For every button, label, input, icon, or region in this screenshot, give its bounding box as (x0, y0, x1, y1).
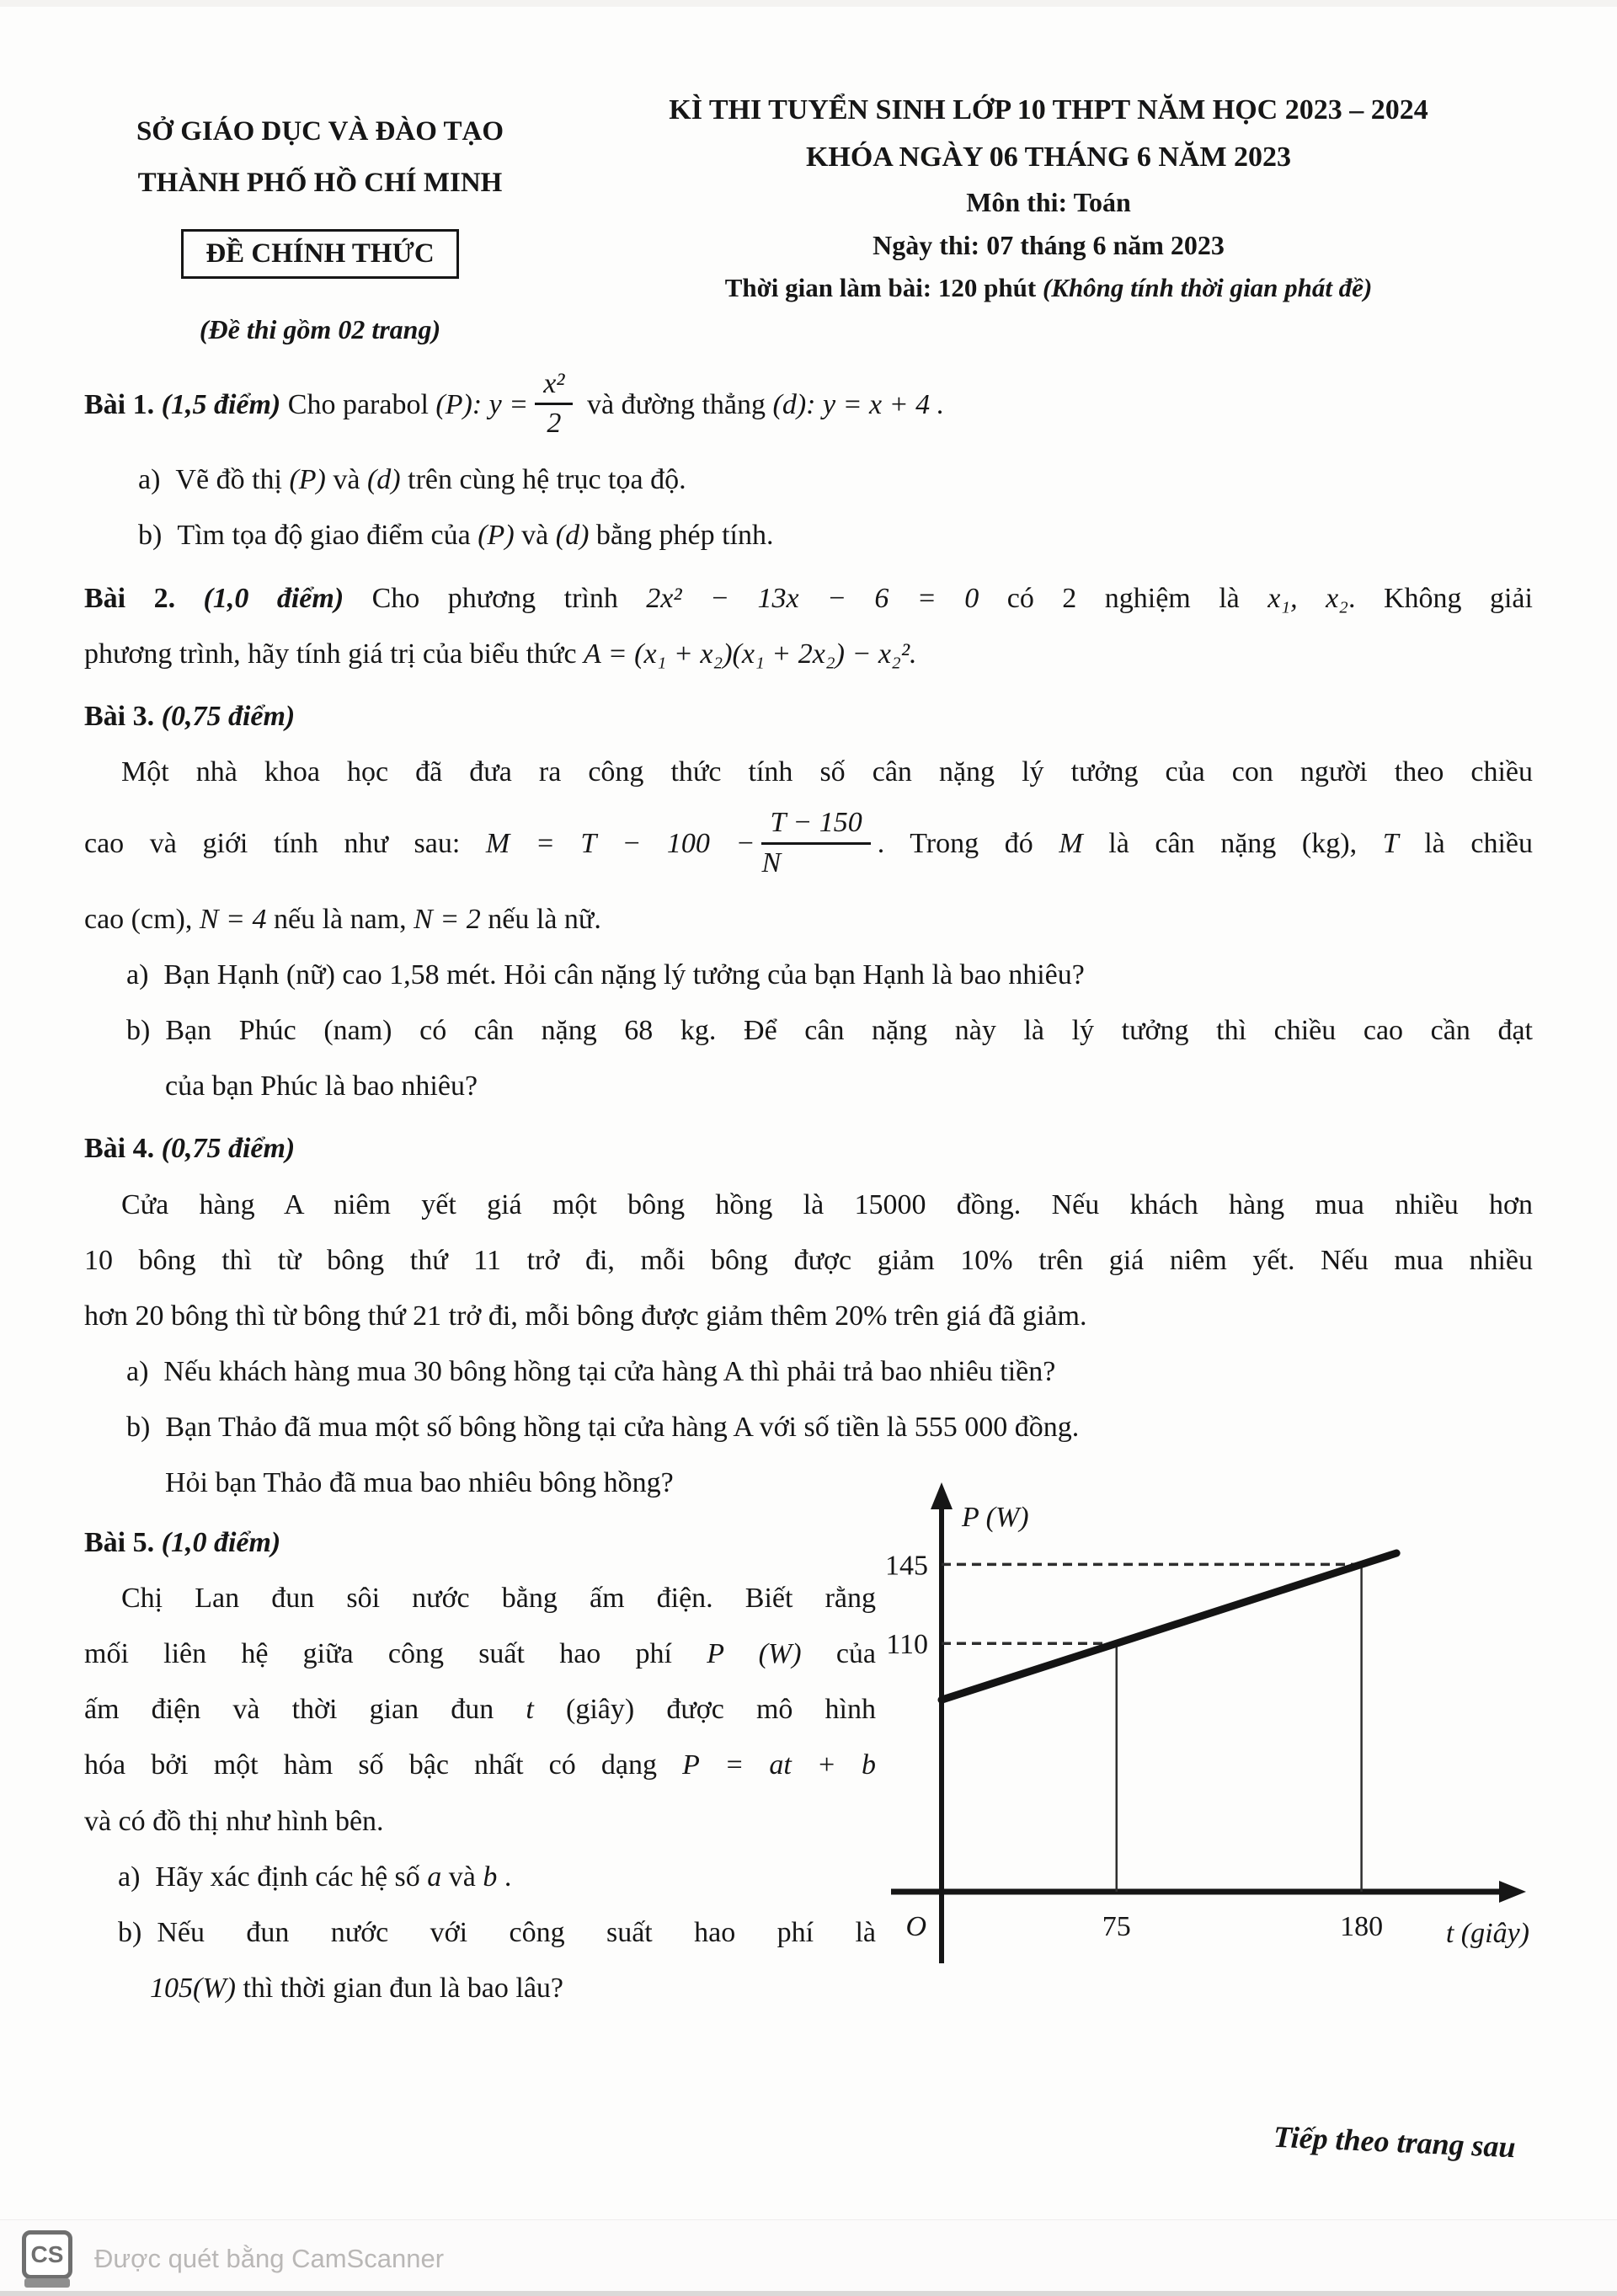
authority-line-2: THÀNH PHỐ HỒ CHÍ MINH (137, 168, 503, 199)
item-label: a) (126, 1356, 149, 1388)
problem-2-number: Bài 2. (84, 582, 176, 614)
problem-3a (84, 957, 1533, 994)
text-segment: Nếu khách hàng mua 30 bông hồng tại cửa hàng A thì phải trả bao nhiêu tiền? (163, 1356, 1056, 1388)
exam-subject: Môn thi: Toán (966, 187, 1131, 217)
page-count-note: (Đề thi gồm 02 trang) (199, 314, 441, 345)
math-segment: a (427, 1861, 442, 1893)
math-segment: N = 4 (199, 903, 267, 935)
problem-5-line-5: và có đồ thị như hình bên. (84, 1805, 384, 1837)
text-segment: và đường thẳng (579, 388, 773, 420)
problem-3-points: (0,75 điểm) (154, 701, 296, 733)
text-segment: trên cùng hệ trục tọa độ. (400, 464, 686, 496)
problem-5-figure-column (876, 1471, 1533, 2008)
y-axis-arrow-icon (931, 1482, 953, 1509)
problem-5-number: Bài 5. (84, 1526, 155, 1558)
problem-5a (84, 1859, 876, 1896)
y-axis-label: P (W) (962, 1501, 1029, 1533)
camscanner-bar (0, 2219, 1617, 2296)
problem-4-heading (84, 1130, 1533, 1167)
text-segment: cao (cm), (84, 903, 200, 935)
problem-5-line-1: Chị Lan đun sôi nước bằng ấm điện. Biết rằng (121, 1582, 876, 1614)
text-segment: phương trình, hãy tính giá trị của biểu thức (84, 638, 584, 670)
duration-text: Thời gian làm bài: 120 phút (724, 273, 1043, 302)
text-segment: . Không giải (1348, 582, 1533, 614)
math-segment: 2x² − 13x − 6 = 0 (646, 582, 979, 614)
math-segment: T (1382, 828, 1399, 860)
problem-1-points: (1,5 điểm) (154, 388, 288, 420)
problem-3-line-2 (84, 809, 1533, 882)
exam-day: Ngày thi: 07 tháng 6 năm 2023 (873, 230, 1225, 260)
text-segment: Cho parabol (287, 388, 436, 420)
authority-line-1: SỞ GIÁO DỤC VÀ ĐÀO TẠO (136, 116, 504, 147)
item-label: b) (118, 1916, 142, 1948)
math-segment: (P) (289, 464, 326, 496)
x-tick-label-75: 75 (1102, 1910, 1131, 1942)
exam-title-block (556, 94, 1533, 345)
problem-4-points: (0,75 điểm) (154, 1133, 296, 1165)
math-segment: M = T − 100 − (485, 828, 755, 860)
text-segment: và (441, 1861, 483, 1893)
origin-label: O (905, 1910, 926, 1942)
text-segment: mối liên hệ giữa công suất hao phí (84, 1638, 707, 1670)
text-segment: Bạn Hạnh (nữ) cao 1,58 mét. Hỏi cân nặng lý tưởng của bạn Hạnh là bao nhiêu? (163, 958, 1085, 990)
math-segment: N = 2 (414, 903, 481, 935)
duration-note: (Không tính thời gian phát đề) (1042, 273, 1373, 302)
text-segment: hóa bởi một hàm số bậc nhất có dạng (84, 1749, 683, 1781)
text-segment: Cho phương trình (371, 582, 647, 614)
problem-3-line-3 (84, 901, 1533, 938)
scan-edge (0, 0, 1617, 7)
y-tick-label-145: 145 (885, 1550, 928, 1582)
text-segment: . (497, 1861, 512, 1893)
text-segment: ấm điện và thời gian đun (84, 1694, 526, 1726)
issuing-authority-block (84, 94, 556, 345)
text-segment: Bạn Phúc (nam) có cân nặng 68 kg. Để cân nặng này là lý tưởng thì chiều cao cần đạt (165, 1014, 1533, 1046)
problem-3-heading (84, 698, 1533, 735)
item-label: a) (138, 464, 161, 496)
problem-4a (84, 1354, 1533, 1391)
fraction-numerator: x² (535, 367, 573, 405)
item-label: b) (126, 1412, 151, 1444)
fraction-denominator: 2 (547, 408, 562, 440)
math-segment: x₁, x₂ (1267, 582, 1348, 614)
continued-next-page-note: Tiếp theo trang sau (1273, 2119, 1517, 2165)
problem-4-line-3: hơn 20 bông thì từ bông thứ 21 trở đi, mỗi bông được giảm thêm 20% trên giá đã giảm. (84, 1300, 1087, 1332)
text-segment: nếu là nam, (266, 903, 414, 935)
math-segment: (d) (555, 520, 590, 552)
text-segment: có 2 nghiệm là (979, 582, 1268, 614)
x-axis-label: t (giây) (1445, 1917, 1529, 1949)
text-segment: . Trong đó (877, 828, 1059, 860)
y-tick-label-110: 110 (886, 1628, 928, 1660)
exam-session-date: KHÓA NGÀY 06 THÁNG 6 NĂM 2023 (805, 141, 1292, 173)
text-segment: của (801, 1638, 876, 1670)
math-segment: (d) (366, 464, 401, 496)
text-segment: là chiều (1398, 828, 1534, 860)
item-label: a) (126, 958, 149, 990)
scan-edge-bottom (0, 2291, 1617, 2296)
problem-2-points: (1,0 điểm) (175, 582, 372, 614)
problem-5-line-3 (84, 1691, 876, 1728)
math-segment: P = at + b (682, 1749, 876, 1781)
exam-page-content (84, 94, 1533, 2007)
problem-1-number: Bài 1. (84, 388, 155, 420)
problem-5b-line-1 (84, 1914, 876, 1952)
text-segment: Vẽ đồ thị (175, 464, 290, 496)
fraction (761, 806, 870, 878)
problem-5-heading (84, 1524, 876, 1562)
problem-2-line-1 (84, 580, 1533, 617)
power-line (942, 1553, 1396, 1700)
problem-4-line-2: 10 bông thì từ bông thứ 11 trở đi, mỗi bông được giảm 10% trên giá niêm yết. Nếu mua nhiều (84, 1244, 1533, 1276)
math-segment: (d): y = x + 4 . (772, 388, 945, 420)
math-segment: P (W) (707, 1638, 802, 1670)
problem-5-line-4 (84, 1747, 876, 1784)
item-label: b) (138, 520, 163, 552)
problem-3-number: Bài 3. (84, 701, 155, 733)
math-segment: (P): y = (435, 388, 529, 420)
problem-5-points: (1,0 điểm) (154, 1526, 281, 1558)
problem-5b-line-2 (84, 1970, 876, 2007)
text-segment: Tìm tọa độ giao điểm của (177, 520, 478, 552)
fraction-numerator: T − 150 (761, 806, 870, 844)
fraction-denominator: N (761, 846, 782, 878)
text-segment: cao và giới tính như sau: (84, 828, 486, 860)
problem-3b-line-1 (84, 1012, 1533, 1049)
text-segment: nếu là nữ. (480, 903, 601, 935)
problem-4-number: Bài 4. (84, 1133, 155, 1165)
math-segment: M (1059, 828, 1083, 860)
text-segment: Bạn Thảo đã mua một số bông hồng tại cửa hàng A với số tiền là 555 000 đồng. (165, 1412, 1080, 1444)
math-segment: b (483, 1861, 498, 1893)
text-segment: và (325, 464, 367, 496)
exam-duration (564, 273, 1533, 303)
problem-3b-line-2: của bạn Phúc là bao nhiêu? (165, 1071, 478, 1103)
text-segment: (giây) được mô hình (533, 1694, 877, 1726)
problem-1a (84, 462, 1533, 499)
problem-4b-line-2: Hỏi bạn Thảo đã mua bao nhiêu bông hồng? (165, 1467, 674, 1499)
text-segment: và (514, 520, 556, 552)
problem-2-line-2 (84, 636, 1533, 673)
problem-1-heading (84, 368, 1533, 443)
x-axis-arrow-icon (1499, 1881, 1526, 1903)
problem-4-line-1: Cửa hàng A niêm yết giá một bông hồng là 15000 đồng. Nếu khách hàng mua nhiều hơn (121, 1188, 1533, 1220)
math-segment: 105(W) (150, 1973, 236, 2005)
math-segment: A = (x₁ + x₂)(x₁ + 2x₂) − x₂². (584, 638, 917, 670)
x-tick-label-180: 180 (1340, 1910, 1384, 1942)
camscanner-logo: CS (22, 2230, 72, 2279)
problem-4b-line-1 (84, 1409, 1533, 1446)
official-exam-box: ĐỀ CHÍNH THỨC (181, 229, 458, 279)
fraction (535, 367, 573, 440)
problem-1b (84, 517, 1533, 554)
exam-header (84, 94, 1533, 345)
math-segment: (P) (478, 520, 515, 552)
exam-title: KÌ THI TUYỂN SINH LỚP 10 THPT NĂM HỌC 2023 – 2024 (669, 94, 1428, 125)
math-segment: t (526, 1694, 534, 1726)
text-segment: là cân nặng (kg), (1082, 828, 1383, 860)
problem-3-line-1: Một nhà khoa học đã đưa ra công thức tính số cân nặng lý tưởng của con người theo chiều (121, 756, 1533, 788)
text-segment: thì thời gian đun là bao lâu? (235, 1973, 564, 2005)
problem-5-section (84, 1501, 1533, 2008)
power-time-graph (876, 1471, 1533, 1976)
text-segment: bằng phép tính. (589, 520, 774, 552)
problem-5-line-2 (84, 1636, 876, 1673)
text-segment: Hãy xác định các hệ số (155, 1861, 428, 1893)
item-label: a) (118, 1861, 141, 1893)
text-segment: Nếu đun nước với công suất hao phí là (157, 1916, 876, 1948)
item-label: b) (126, 1014, 151, 1046)
camscanner-text: Được quét bằng CamScanner (94, 2244, 445, 2273)
problem-5-text-column (84, 1524, 876, 2008)
